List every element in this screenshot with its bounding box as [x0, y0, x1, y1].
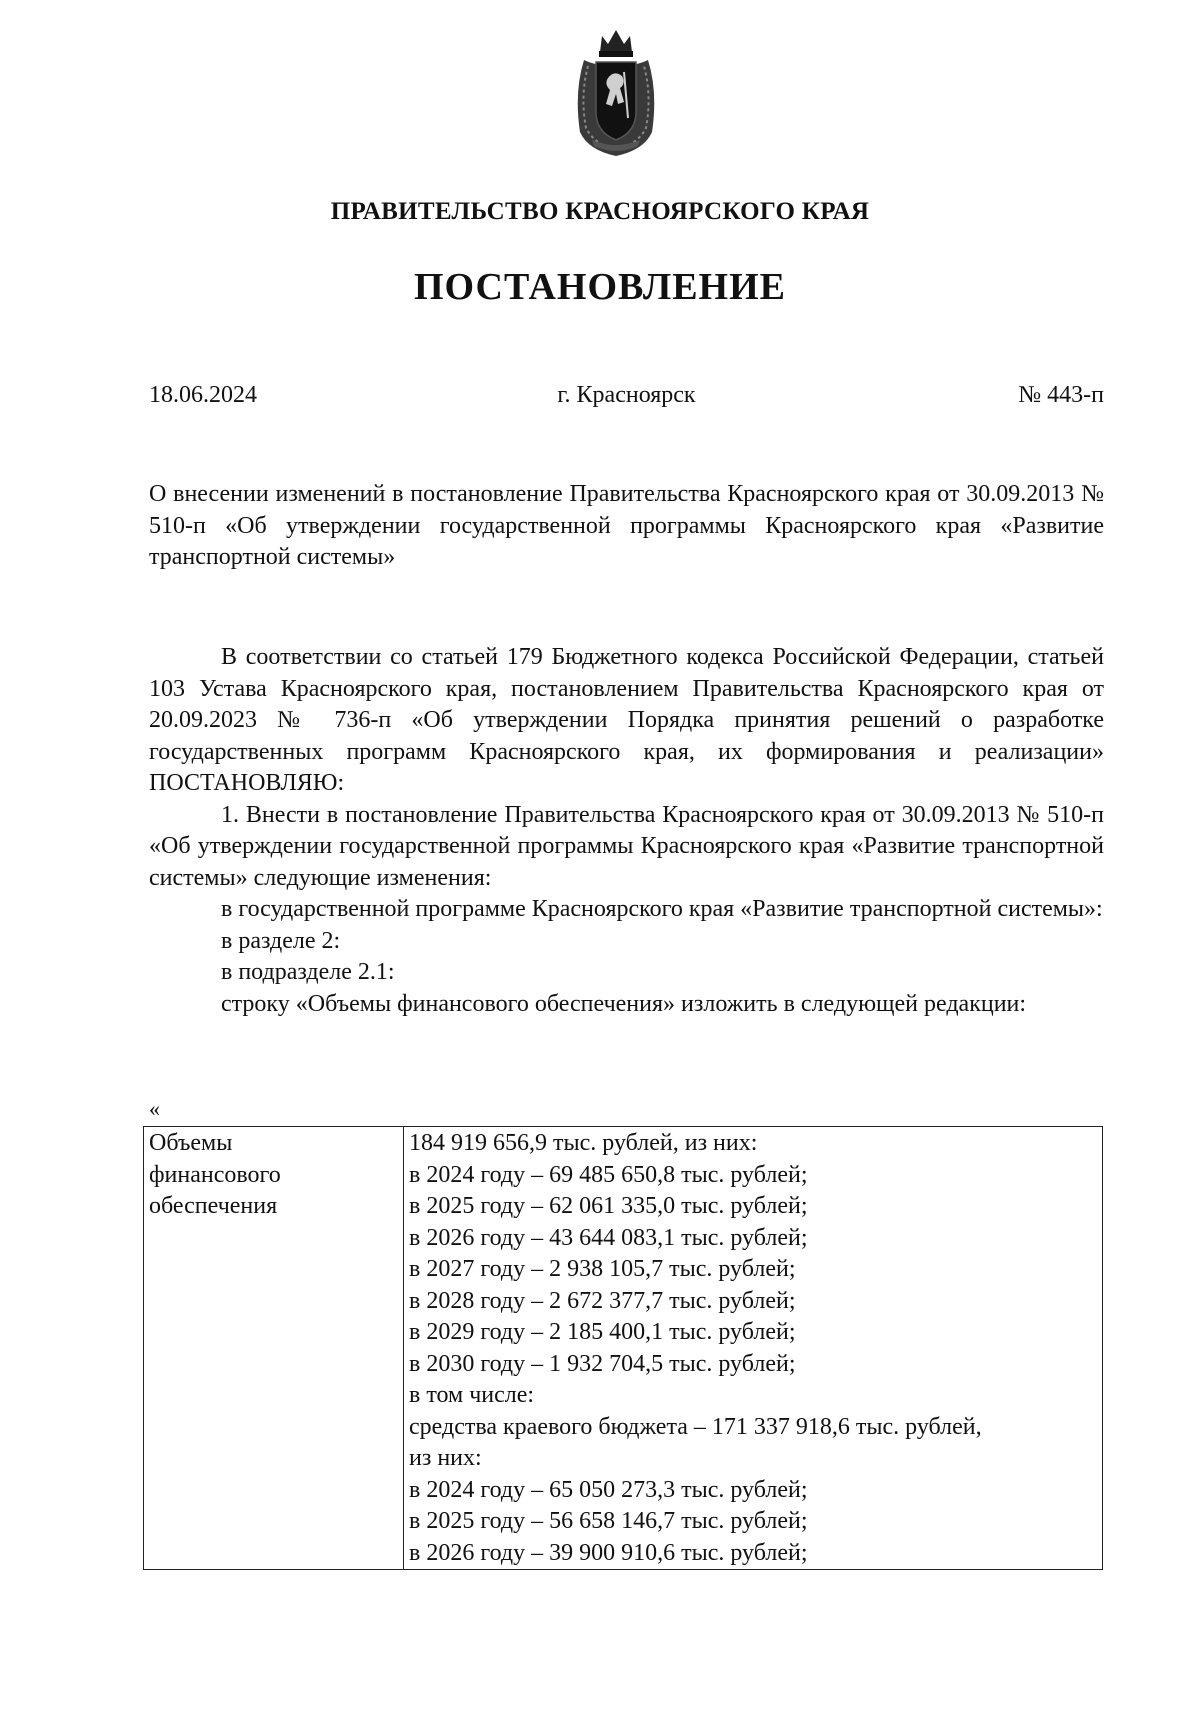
value-line: в 2028 году – 2 672 377,7 тыс. рублей; [409, 1287, 796, 1314]
value-line: в том числе: [409, 1382, 535, 1408]
subsection-paragraph: в подразделе 2.1: [221, 959, 395, 985]
quote-open-mark: « [149, 1096, 160, 1121]
document-body [149, 642, 1104, 1020]
value-line: в 2026 году – 39 900 910,6 тыс. рублей; [409, 1539, 808, 1566]
section-paragraph: в разделе 2: [221, 927, 341, 954]
preamble-paragraph: В соответствии со статьей 179 Бюджетного кодекса Российской Федерации, статьей 103 Устава Красноярского края, постановлением Правительства Красноярского края от 20.09.2023 № 736-п «Об утверждении Порядка принятия решений о разработке государственных программ Красноярского края, их формирования и реализации» ПОСТАНОВЛЯЮ: [149, 644, 1104, 796]
financing-label-cell [144, 1127, 404, 1570]
row-instruction-paragraph: строку «Объемы финансового обеспечения» изложить в следующей редакции: [221, 990, 1027, 1017]
label-line: Объемы [149, 1130, 233, 1156]
label-line: обеспечения [149, 1193, 278, 1219]
document-number: № 443-п [1018, 382, 1104, 408]
value-line: в 2026 году – 43 644 083,1 тыс. рублей; [409, 1224, 808, 1251]
table-row [144, 1127, 1103, 1570]
value-line: в 2024 году – 69 485 650,8 тыс. рублей; [409, 1161, 808, 1188]
subject-text: О внесении изменений в постановление Правительства Красноярского края от 30.09.2013 № 510-п «Об утверждении государственной программы Красноярского края «Развитие транспортной системы» [149, 481, 1104, 570]
value-line: в 2030 году – 1 932 704,5 тыс. рублей; [409, 1350, 796, 1377]
document-date: 18.06.2024 [149, 382, 257, 408]
krasnoyarsk-coat-of-arms-icon [566, 22, 666, 162]
value-line: в 2025 году – 62 061 335,0 тыс. рублей; [409, 1193, 808, 1219]
document-type: ПОСТАНОВЛЕНИЕ [413, 266, 787, 308]
organization-title: ПРАВИТЕЛЬСТВО КРАСНОЯРСКОГО КРАЯ [330, 198, 870, 225]
document-subject [149, 479, 1104, 574]
value-line: в 2024 году – 65 050 273,3 тыс. рублей; [409, 1476, 808, 1503]
document-meta [149, 382, 1104, 418]
value-line: 184 919 656,9 тыс. рублей, из них: [409, 1130, 758, 1156]
value-line: в 2025 году – 56 658 146,7 тыс. рублей; [409, 1508, 808, 1534]
document-city: г. Красноярск [557, 382, 696, 408]
financing-table [143, 1126, 1103, 1570]
label-line: финансового [149, 1161, 281, 1188]
value-line: в 2027 году – 2 938 105,7 тыс. рублей; [409, 1256, 796, 1282]
value-line: из них: [409, 1445, 482, 1471]
value-line: в 2029 году – 2 185 400,1 тыс. рублей; [409, 1319, 796, 1345]
financing-value-cell [404, 1127, 1103, 1570]
item-1-paragraph: 1. Внести в постановление Правительства Красноярского края от 30.09.2013 № 510-п «Об утверждении государственной программы Красноярского края «Развитие транспортной системы» следующие изменения: [149, 801, 1104, 891]
value-line: средства краевого бюджета – 171 337 918,6 тыс. рублей, [409, 1413, 982, 1440]
program-paragraph: в государственной программе Красноярского края «Развитие транспортной системы»: [221, 896, 1103, 922]
